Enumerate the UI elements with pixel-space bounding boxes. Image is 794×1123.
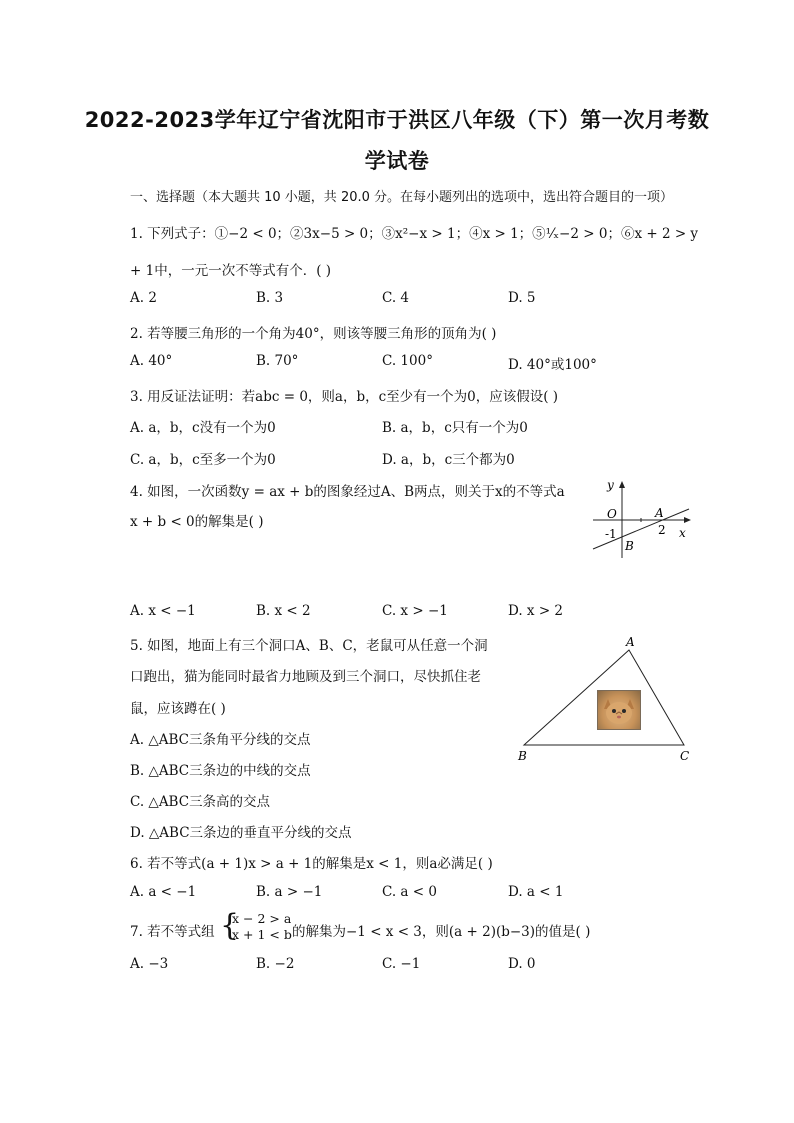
vertex-c-label: C <box>680 749 690 763</box>
q4-option-d: D. x > 2 <box>508 603 564 619</box>
vertex-a-label: A <box>626 635 635 649</box>
q7-system-brace: { <box>220 908 240 943</box>
q7-option-d: D. 0 <box>508 956 536 972</box>
q4-graph-figure <box>585 472 700 567</box>
q2-option-a: A. 40° <box>130 353 173 369</box>
q4-option-a: A. x < −1 <box>130 603 196 619</box>
q7-option-c: C. −1 <box>382 956 421 972</box>
vertex-b-label: B <box>518 749 527 763</box>
q6-option-b: B. a > −1 <box>256 884 323 900</box>
q5-option-b: B. △ABC三条边的中线的交点 <box>130 763 311 779</box>
x-axis-arrow <box>684 517 691 523</box>
q4-stem-line2: x + b < 0的解集是( ) <box>130 514 264 530</box>
q4-option-b: B. x < 2 <box>256 603 311 619</box>
label-two: 2 <box>658 523 666 537</box>
q1-option-b: B. 3 <box>256 290 284 306</box>
label-point-b: B <box>625 539 634 553</box>
label-point-a: A <box>655 506 664 520</box>
y-axis-arrow <box>619 481 625 488</box>
label-origin: O <box>607 507 617 521</box>
q4-stem-line1: 4. 如图，一次函数y = ax + b的图象经过A、B两点，则关于x的不等式a <box>130 484 565 500</box>
q7-system-bottom: x + 1 < b <box>232 927 292 942</box>
q3-option-d: D. a，b，c三个都为0 <box>382 452 515 468</box>
q1-stem-line1: 1. 下列式子：①−2 < 0；②3x−5 > 0；③x²−x > 1；④x > 1；⑤¹⁄ₓ−2 > 0；⑥x + 2 > y <box>130 226 699 242</box>
label-y: y <box>607 478 614 492</box>
q5-stem-line2: 口跑出，猫为能同时最省力地顾及到三个洞口，尽快抓住老 <box>130 669 481 685</box>
kitten-image <box>597 690 641 730</box>
q7-system-top: x − 2 > a <box>232 911 292 926</box>
q2-stem: 2. 若等腰三角形的一个角为40°，则该等腰三角形的顶角为( ) <box>130 326 497 342</box>
q1-stem-line2: + 1中，一元一次不等式有个．( ) <box>130 263 332 279</box>
q6-option-d: D. a < 1 <box>508 884 564 900</box>
q2-option-b: B. 70° <box>256 353 299 369</box>
section-heading: 一、选择题（本大题共 10 小题，共 20.0 分。在每小题列出的选项中，选出符合题目的一项） <box>130 190 674 205</box>
label-x: x <box>679 526 686 540</box>
q6-option-a: A. a < −1 <box>130 884 197 900</box>
q5-stem-line1: 5. 如图，地面上有三个洞口A、B、C，老鼠可从任意一个洞 <box>130 638 488 654</box>
q5-stem-line3: 鼠，应该蹲在( ) <box>130 701 226 717</box>
q5-option-c: C. △ABC三条高的交点 <box>130 794 271 810</box>
q6-option-c: C. a < 0 <box>382 884 437 900</box>
q1-option-a: A. 2 <box>130 290 157 306</box>
q6-stem: 6. 若不等式(a + 1)x > a + 1的解集是x < 1，则a必满足( ) <box>130 856 493 872</box>
q1-option-d: D. 5 <box>508 290 536 306</box>
q5-option-a: A. △ABC三条角平分线的交点 <box>130 732 311 748</box>
q7-option-b: B. −2 <box>256 956 295 972</box>
q2-option-c: C. 100° <box>382 353 433 369</box>
q5-option-d: D. △ABC三条边的垂直平分线的交点 <box>130 825 352 841</box>
q1-option-c: C. 4 <box>382 290 410 306</box>
q7-stem-prefix: 7. 若不等式组 <box>130 924 215 940</box>
page-title-line1: 2022-2023学年辽宁省沈阳市于洪区八年级（下）第一次月考数 <box>84 108 710 132</box>
q3-option-b: B. a，b，c只有一个为0 <box>382 420 528 436</box>
label-neg1: -1 <box>605 527 617 541</box>
q3-option-a: A. a，b，c没有一个为0 <box>130 420 276 436</box>
q7-option-a: A. −3 <box>130 956 169 972</box>
q3-stem: 3. 用反证法证明：若abc = 0，则a，b，c至少有一个为0，应该假设( ) <box>130 389 559 405</box>
q7-stem-suffix: 的解集为−1 < x < 3，则(a + 2)(b−3)的值是( ) <box>292 924 591 940</box>
q2-option-d: D. 40°或100° <box>508 357 597 373</box>
page-title-line2: 学试卷 <box>364 149 430 173</box>
q3-option-c: C. a，b，c至多一个为0 <box>130 452 276 468</box>
q4-option-c: C. x > −1 <box>382 603 448 619</box>
